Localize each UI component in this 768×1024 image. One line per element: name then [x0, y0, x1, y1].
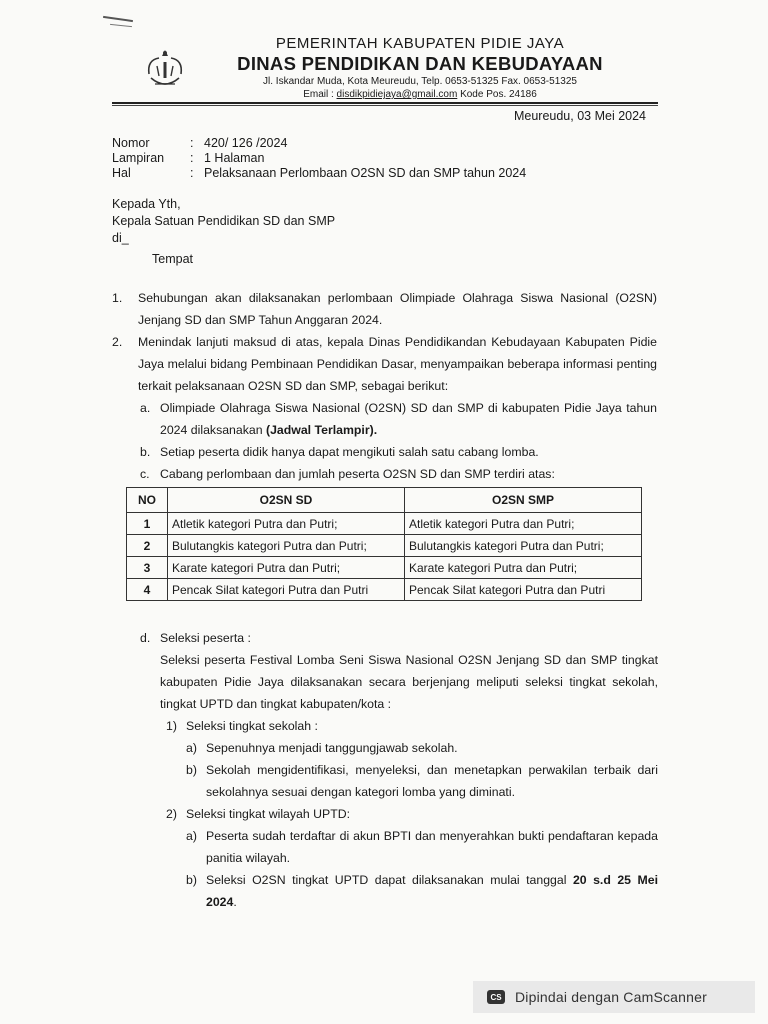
- table-cell: Karate kategori Putra dan Putri;: [405, 557, 642, 579]
- scan-mark: [103, 16, 133, 22]
- list-item: 1. Sehubungan akan dilaksanakan perlombaan Olimpiade Olahraga Siswa Nasional (O2SN) Jenjang SD dan SMP Tahun Anggaran 2024.: [112, 291, 657, 327]
- recipient: Kepala Satuan Pendidikan SD dan SMP: [112, 214, 336, 228]
- table-cell: Bulutangkis kategori Putra dan Putri;: [168, 535, 405, 557]
- table-row: [127, 557, 642, 579]
- list-item: d. Seleksi peserta :: [140, 631, 251, 645]
- email-link[interactable]: disdikpidiejaya@gmail.com: [336, 89, 458, 100]
- table-row: [127, 513, 642, 535]
- agency-contact: Email : disdikpidiejaya@gmail.com Kode Pos. 24186: [303, 89, 537, 100]
- meta-row-nomor: Nomor : 420/ 126 /2024: [112, 136, 288, 150]
- table-cell: Pencak Silat kategori Putra dan Putri: [168, 579, 405, 601]
- camscanner-badge: [473, 981, 755, 1013]
- meta-row-lampiran: Lampiran : 1 Halaman: [112, 151, 265, 165]
- meta-row-hal: Hal : Pelaksanaan Perlombaan O2SN SD dan SMP tahun 2024: [112, 166, 527, 180]
- recipient-di: di_: [112, 231, 129, 245]
- letter-meta: [112, 136, 526, 181]
- list-item: b) Sekolah mengidentifikasi, menyeleksi, dan menetapkan perwakilan terbaik dari sekolahnya sesuai dengan kategori lomba yang diminati.: [186, 763, 658, 799]
- list-item: 2. Menindak lanjuti maksud di atas, kepala Dinas Pendidikandan Kebudayaan Kabupaten Pidie Jaya melalui bidang Pembinaan Pendidikan Dasar, menyampaikan beberapa informasi penting terkait pelaksanaan O2SN SD dan SMP, sebagai berikut:: [112, 335, 657, 393]
- list-item: b) Seleksi O2SN tingkat UPTD dapat dilaksanakan mulai tanggal 20 s.d 25 Mei 2024.: [186, 873, 658, 909]
- o2sn-table: [126, 487, 642, 601]
- camscanner-label: Dipindai dengan CamScanner: [515, 989, 707, 1005]
- letterhead: [200, 35, 640, 101]
- selection-paragraph: Seleksi peserta Festival Lomba Seni Siswa Nasional O2SN Jenjang SD dan SMP tingkat kabupaten Pidie Jaya dilaksanakan secara berjenjang meliputi seleksi tingkat sekolah, tingkat UPTD dan tingkat kabupaten/kota :: [160, 653, 658, 711]
- column-header: O2SN SMP: [405, 488, 642, 513]
- list-item: a) Peserta sudah terdaftar di akun BPTI dan menyerahkan bukti pendaftaran kepada panitia wilayah.: [186, 829, 658, 865]
- table-cell: 4: [127, 579, 168, 601]
- letterhead-rule: [112, 105, 658, 106]
- table-row: [127, 535, 642, 557]
- letter-body: [112, 287, 657, 485]
- letterhead-rule: [112, 102, 658, 104]
- table-row: [127, 579, 642, 601]
- column-header: NO: [127, 488, 168, 513]
- recipient-block: [112, 196, 335, 268]
- list-item: a. Olimpiade Olahraga Siswa Nasional (O2SN) SD dan SMP di kabupaten Pidie Jaya tahun 2024 dilaksanakan (Jadwal Terlampir).: [140, 401, 657, 437]
- table-header-row: [127, 488, 642, 513]
- list-item: 2) Seleksi tingkat wilayah UPTD:: [166, 807, 351, 821]
- regency-emblem-icon: [141, 46, 189, 94]
- scan-mark: [110, 24, 132, 27]
- list-item: a) Sepenuhnya menjadi tanggungjawab sekolah.: [186, 741, 458, 755]
- table-cell: Atletik kategori Putra dan Putri;: [168, 513, 405, 535]
- agency-address: Jl. Iskandar Muda, Kota Meureudu, Telp. 0653-51325 Fax. 0653-51325: [263, 76, 577, 87]
- table-cell: Bulutangkis kategori Putra dan Putri;: [405, 535, 642, 557]
- government-name: PEMERINTAH KABUPATEN PIDIE JAYA: [275, 35, 565, 52]
- table-cell: 1: [127, 513, 168, 535]
- camscanner-icon: CS: [487, 990, 505, 1004]
- list-item: c. Cabang perlombaan dan jumlah peserta O2SN SD dan SMP terdiri atas:: [140, 467, 555, 481]
- table-cell: 3: [127, 557, 168, 579]
- selection-section: [140, 627, 658, 913]
- table-cell: Atletik kategori Putra dan Putri;: [405, 513, 642, 535]
- list-item: b. Setiap peserta didik hanya dapat mengikuti salah satu cabang lomba.: [140, 445, 539, 459]
- recipient-place: Tempat: [152, 252, 193, 266]
- column-header: O2SN SD: [168, 488, 405, 513]
- list-item: 1) Seleksi tingkat sekolah :: [166, 719, 318, 733]
- table-cell: Pencak Silat kategori Putra dan Putri: [405, 579, 642, 601]
- agency-name: DINAS PENDIDIKAN DAN KEBUDAYAAN: [237, 53, 603, 74]
- salutation: Kepada Yth,: [112, 197, 181, 211]
- letter-date: Meureudu, 03 Mei 2024: [513, 109, 646, 123]
- table-cell: Karate kategori Putra dan Putri;: [168, 557, 405, 579]
- table-cell: 2: [127, 535, 168, 557]
